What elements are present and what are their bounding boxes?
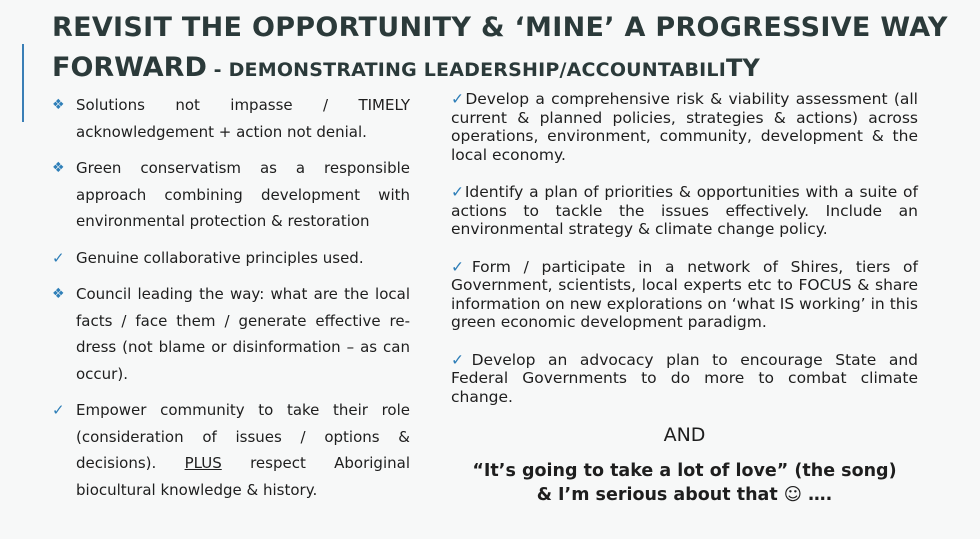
right-item-network xyxy=(451,258,918,332)
right-item-text: Identify a plan of priorities & opportunities with a suite of actions to tackle the issues effectively. Include an environmental strategy & climate change policy. xyxy=(451,183,918,238)
right-item-risk-assessment xyxy=(451,90,918,164)
right-item-plan-priorities xyxy=(451,183,918,239)
plus-underlined: PLUS xyxy=(184,454,222,472)
title-forward: FORWARD xyxy=(52,52,207,83)
right-item-text: Develop an advocacy plan to encourage State and Federal Governments to do more to combat climate change. xyxy=(451,350,918,406)
diamond-bullet-icon: ❖ xyxy=(52,97,65,113)
empower-text-after: respect Aboriginal biocultural knowledge & history. xyxy=(76,454,410,499)
checkmark-icon: ✓ xyxy=(451,257,472,276)
page-title xyxy=(52,8,952,91)
left-item-text: Solutions not impasse / TIMELY acknowledgement + action not denial. xyxy=(76,96,410,141)
and-separator: AND xyxy=(663,424,706,446)
checkmark-icon: ✓ xyxy=(52,401,65,419)
left-item-solutions xyxy=(52,92,410,145)
quote-line-2: & I’m serious about that ☺ …. xyxy=(536,485,833,505)
checkmark-icon: ✓ xyxy=(451,90,466,108)
left-item-text: Council leading the way: what are the local facts / face them / generate effective re-dress (not blame or disinformation – as can occur). xyxy=(76,285,410,383)
right-column xyxy=(451,90,918,425)
title-line-1: REVISIT THE OPPORTUNITY & ‘MINE’ A PROGRESSIVE WAY xyxy=(52,12,948,43)
checkmark-icon: ✓ xyxy=(52,248,65,267)
accent-bar xyxy=(22,44,24,122)
left-item-collaborative xyxy=(52,245,410,272)
left-item-council xyxy=(52,281,410,387)
diamond-bullet-icon: ❖ xyxy=(52,160,65,176)
left-column xyxy=(52,92,410,513)
right-item-text: Form / participate in a network of Shires, tiers of Government, scientists, local experts etc to FOCUS & share information on new explorations on ‘what IS working’ in this green economic development paradigm. xyxy=(451,257,918,331)
right-item-text: Develop a comprehensive risk & viability assessment (all current & planned policies, strategies & actions) across operations, environment, community, development & the local economy. xyxy=(451,90,918,164)
left-item-green-conservatism xyxy=(52,155,410,235)
title-subtitle: - DEMONSTRATING LEADERSHIP/ACCOUNTABILI xyxy=(206,59,727,81)
checkmark-icon: ✓ xyxy=(451,183,465,201)
closing-quote xyxy=(451,459,918,507)
title-tail: TY xyxy=(726,54,760,82)
left-item-text: Green conservatism as a responsible approach combining development with environmental protection & restoration xyxy=(76,159,410,230)
left-item-text xyxy=(76,397,410,503)
diamond-bullet-icon: ❖ xyxy=(52,286,65,302)
right-item-advocacy xyxy=(451,351,918,407)
empower-text-before: Empower community to take their role (consideration of issues / options & decisions). xyxy=(76,401,410,472)
checkmark-icon: ✓ xyxy=(451,350,472,369)
title-line-2 xyxy=(52,48,952,91)
left-item-empower xyxy=(52,397,410,503)
left-item-text: Genuine collaborative principles used. xyxy=(76,248,364,267)
quote-line-1: “It’s going to take a lot of love” (the song) xyxy=(472,461,897,481)
